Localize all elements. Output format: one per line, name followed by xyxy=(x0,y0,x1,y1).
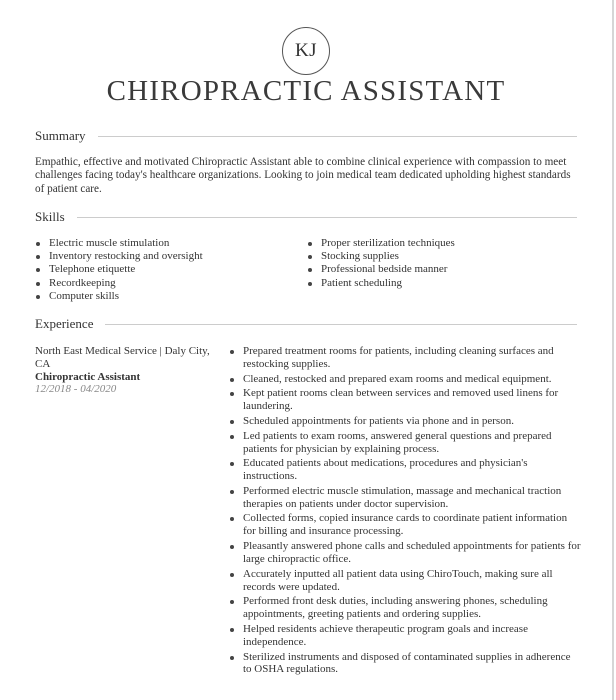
skill-item: Telephone etiquette xyxy=(35,263,203,276)
job-bullet: Cleaned, restocked and prepared exam rooms and medical equipment. xyxy=(229,373,581,386)
skill-item: Computer skills xyxy=(35,290,203,303)
job-bullet: Performed electric muscle stimulation, massage and mechanical traction therapies on patients under doctor supervision. xyxy=(229,485,581,511)
experience-title: Experience xyxy=(35,316,94,331)
summary-text: Empathic, effective and motivated Chiropractic Assistant able to combine clinical experience with compassion to meet challenges facing today's healthcare organizations. Looking to join medical team dedicated upholding highest standards of patient care. xyxy=(35,156,571,195)
page-edge-divider xyxy=(612,0,614,700)
skills-list-left xyxy=(35,237,203,303)
job-bullet: Helped residents achieve therapeutic program goals and increase independence. xyxy=(229,623,581,649)
skill-item: Professional bedside manner xyxy=(307,263,455,276)
job-bullet: Educated patients about medications, procedures and physician's instructions. xyxy=(229,457,581,483)
skill-item: Electric muscle stimulation xyxy=(35,237,203,250)
job-bullet: Scheduled appointments for patients via phone and in person. xyxy=(229,415,581,428)
summary-title: Summary xyxy=(35,128,86,143)
initials-text: KJ xyxy=(294,40,318,61)
skills-title: Skills xyxy=(35,209,65,224)
job-bullet: Prepared treatment rooms for patients, including cleaning surfaces and restocking supplies. xyxy=(229,345,581,371)
job-details xyxy=(35,345,225,396)
skill-item: Inventory restocking and oversight xyxy=(35,250,203,263)
resume-name: CHIROPRACTIC ASSISTANT xyxy=(106,75,506,107)
job-bullet: Led patients to exam rooms, answered general questions and prepared patients for physician by explaining process. xyxy=(229,430,581,456)
skills-list-right xyxy=(307,237,455,290)
experience-section-header xyxy=(35,315,577,333)
job-bullet-list xyxy=(229,345,581,678)
job-bullet: Collected forms, copied insurance cards to coordinate patient information for billing and insurance processing. xyxy=(229,512,581,538)
skill-item: Proper sterilization techniques xyxy=(307,237,455,250)
job-position: Chiropractic Assistant xyxy=(35,370,141,383)
job-bullet: Sterilized instruments and disposed of contaminated supplies in adherence to OSHA regulations. xyxy=(229,651,581,677)
job-bullet: Accurately inputted all patient data using ChiroTouch, making sure all records were updated. xyxy=(229,568,581,594)
summary-section-header xyxy=(35,127,577,145)
section-divider xyxy=(98,136,577,137)
job-bullet: Kept patient rooms clean between services and removed used linens for laundering. xyxy=(229,387,581,413)
section-divider xyxy=(105,324,577,325)
job-bullet: Performed front desk duties, including answering phones, scheduling appointments, greeting patients and ordering supplies. xyxy=(229,595,581,621)
skills-section-header xyxy=(35,208,577,226)
job-company: North East Medical Service | Daly City, CA xyxy=(35,345,210,370)
initials-monogram xyxy=(282,27,330,75)
job-bullet: Pleasantly answered phone calls and scheduled appointments for patients for large chiropractic office. xyxy=(229,540,581,566)
skill-item: Stocking supplies xyxy=(307,250,455,263)
skill-item: Recordkeeping xyxy=(35,277,203,290)
skill-item: Patient scheduling xyxy=(307,277,455,290)
section-divider xyxy=(77,217,577,218)
job-dates: 12/2018 - 04/2020 xyxy=(35,383,117,396)
